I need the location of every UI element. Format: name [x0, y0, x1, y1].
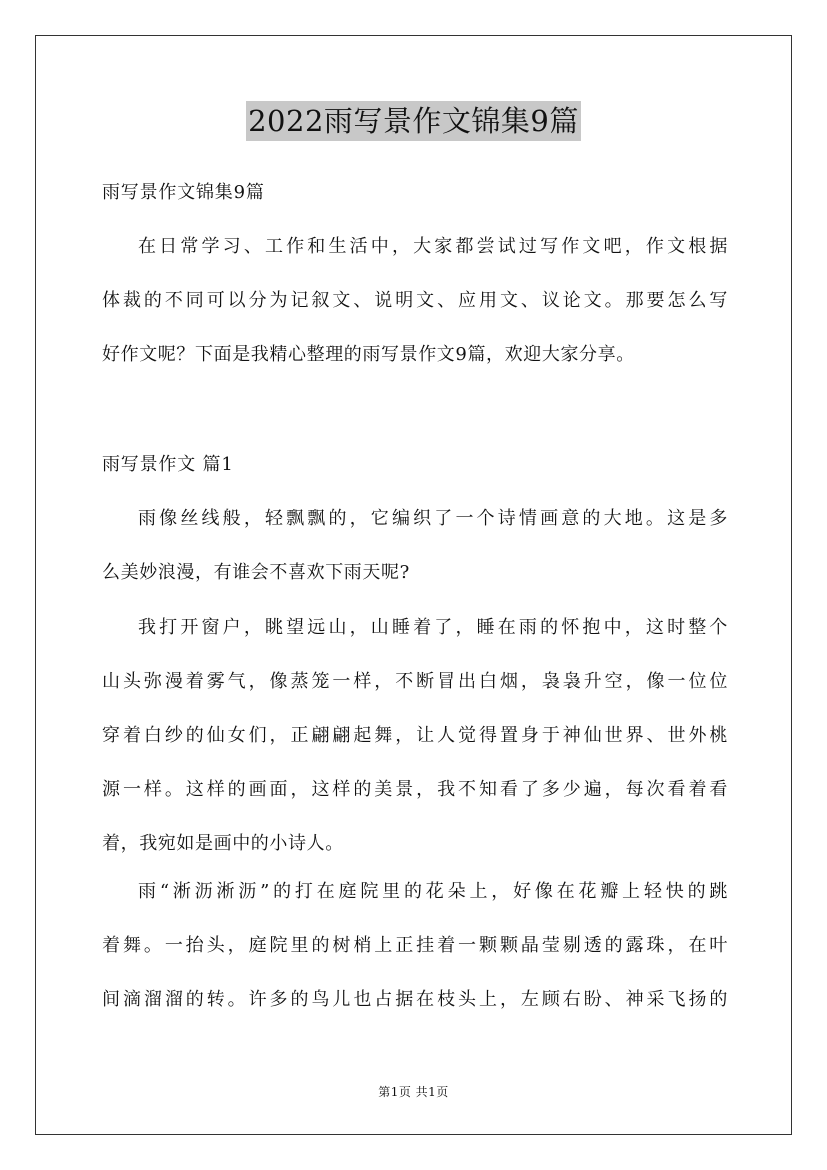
paragraph-line: 着舞。一抬头，庭院里的树梢上正挂着一颗颗晶莹剔透的露珠，在叶	[102, 935, 728, 956]
intro-paragraph	[102, 220, 728, 382]
document-title: 2022雨写景作文锦集9篇	[246, 101, 581, 141]
paragraph-line: 山头弥漫着雾气，像蒸笼一样，不断冒出白烟，袅袅升空，像一位位	[102, 671, 728, 692]
body-paragraph	[102, 601, 728, 871]
paragraph-line: 在日常学习、工作和生活中，大家都尝试过写作文吧，作文根据	[138, 236, 728, 257]
body-paragraph	[102, 865, 728, 1027]
section-heading: 雨写景作文 篇1	[102, 454, 234, 475]
paragraph-line: 穿着白纱的仙女们，正翩翩起舞，让人觉得置身于神仙世界、世外桃	[102, 725, 728, 746]
body-paragraph	[102, 492, 728, 600]
title-container	[0, 101, 827, 141]
paragraph-line: 好作文呢？下面是我精心整理的雨写景作文9篇，欢迎大家分享。	[102, 344, 635, 365]
page-footer: 第1页 共1页	[378, 1085, 449, 1099]
paragraph-line: 间滴溜溜的转。许多的鸟儿也占据在枝头上，左顾右盼、神采飞扬的	[102, 989, 728, 1010]
paragraph-line: 我打开窗户，眺望远山，山睡着了，睡在雨的怀抱中，这时整个	[138, 617, 728, 638]
paragraph-line: 源一样。这样的画面，这样的美景，我不知看了多少遍，每次看着看	[102, 779, 728, 800]
paragraph-line: 着，我宛如是画中的小诗人。	[102, 833, 344, 854]
paragraph-line: 雨“淅沥淅沥”的打在庭院里的花朵上，好像在花瓣上轻快的跳	[138, 881, 728, 902]
paragraph-line: 雨像丝线般，轻飘飘的，它编织了一个诗情画意的大地。这是多	[138, 508, 728, 529]
paragraph-line: 体裁的不同可以分为记叙文、说明文、应用文、议论文。那要怎么写	[102, 290, 728, 311]
document-subtitle: 雨写景作文锦集9篇	[102, 182, 265, 203]
paragraph-line: 么美妙浪漫，有谁会不喜欢下雨天呢?	[102, 562, 410, 583]
